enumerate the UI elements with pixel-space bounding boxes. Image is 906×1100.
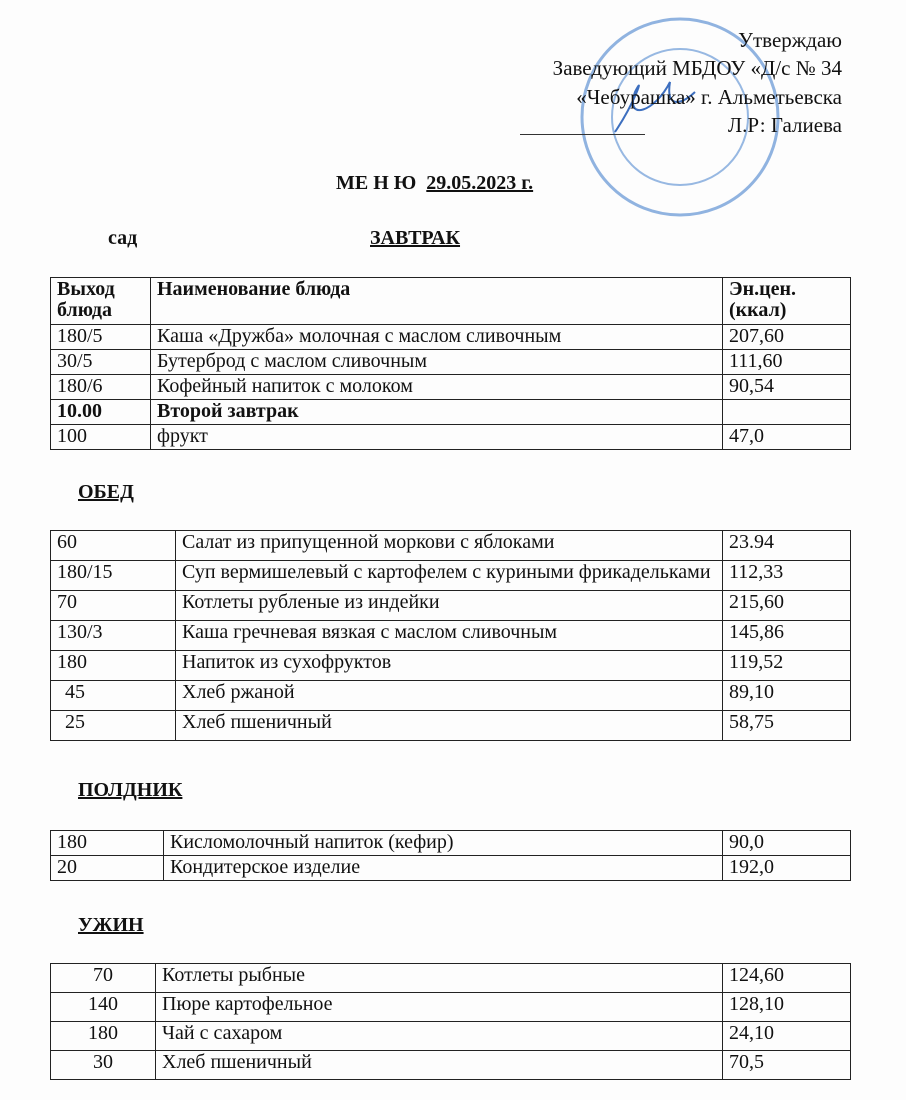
breakfast-heading: ЗАВТРАК [370, 227, 461, 249]
portion-cell: 100 [51, 425, 151, 450]
dish-name-cell: Второй завтрак [151, 400, 723, 425]
lunch-table [50, 530, 851, 741]
dish-name-cell: Хлеб пшеничный [176, 711, 723, 741]
portion-cell: 30/5 [51, 350, 151, 375]
dish-name-cell: Хлеб ржаной [176, 681, 723, 711]
approval-line-4: Л.Р: Галиева [727, 113, 842, 137]
signature-line [520, 134, 645, 135]
portion-cell: 45 [51, 681, 176, 711]
approval-line-3: «Чебурашка» г. Альметьевска [576, 85, 842, 109]
kcal-cell: 215,60 [723, 591, 851, 621]
dish-name-cell: Чай с сахаром [156, 1022, 723, 1051]
table-row [51, 325, 851, 350]
dish-name-cell: Салат из припущенной моркови с яблоками [176, 531, 723, 561]
portion-cell: 20 [51, 856, 164, 881]
portion-cell: 180 [51, 1022, 156, 1051]
portion-cell: 130/3 [51, 621, 176, 651]
kcal-cell: 24,10 [723, 1022, 851, 1051]
dish-name-cell: Кофейный напиток с молоком [151, 375, 723, 400]
kcal-cell [723, 400, 851, 425]
kcal-cell: 145,86 [723, 621, 851, 651]
table-row [51, 856, 851, 881]
page-title [336, 172, 533, 195]
table-row [51, 1022, 851, 1051]
dish-name-cell: Хлеб пшеничный [156, 1051, 723, 1080]
dinner-table [50, 963, 851, 1080]
dish-name-cell: Кисломолочный напиток (кефир) [164, 831, 723, 856]
table-row [51, 400, 851, 425]
snack-heading: ПОЛДНИК [78, 779, 183, 801]
table-row [51, 425, 851, 450]
breakfast-table [50, 277, 851, 450]
approval-line-1: Утверждаю [738, 28, 842, 52]
dish-name-cell: Кондитерское изделие [164, 856, 723, 881]
table-row [51, 651, 851, 681]
portion-cell: 180/6 [51, 375, 151, 400]
portion-cell: 180 [51, 831, 164, 856]
dish-name-cell: Каша «Дружба» молочная с маслом сливочным [151, 325, 723, 350]
kcal-cell: 47,0 [723, 425, 851, 450]
table-row [51, 531, 851, 561]
column-header: Эн.цен. (ккал) [723, 278, 851, 325]
kcal-cell: 124,60 [723, 964, 851, 993]
lunch-heading: ОБЕД [78, 481, 134, 503]
dinner-heading: УЖИН [78, 914, 144, 936]
kcal-cell: 207,60 [723, 325, 851, 350]
dish-name-cell: Котлеты рыбные [156, 964, 723, 993]
snack-table [50, 830, 851, 881]
kcal-cell: 112,33 [723, 561, 851, 591]
kcal-cell: 192,0 [723, 856, 851, 881]
table-row [51, 1051, 851, 1080]
kcal-cell: 111,60 [723, 350, 851, 375]
portion-cell: 60 [51, 531, 176, 561]
column-header: Наименование блюда [151, 278, 723, 325]
dish-name-cell: Суп вермишелевый с картофелем с куриными фрикадельками [176, 561, 723, 591]
table-row [51, 993, 851, 1022]
portion-cell: 180 [51, 651, 176, 681]
kcal-cell: 23.94 [723, 531, 851, 561]
portion-cell: 25 [51, 711, 176, 741]
table-header [51, 278, 851, 325]
table-row [51, 375, 851, 400]
dish-name-cell: фрукт [151, 425, 723, 450]
kcal-cell: 70,5 [723, 1051, 851, 1080]
table-row [51, 350, 851, 375]
portion-cell: 10.00 [51, 400, 151, 425]
table-row [51, 831, 851, 856]
dish-name-cell: Котлеты рубленые из индейки [176, 591, 723, 621]
table-row [51, 561, 851, 591]
table-row [51, 681, 851, 711]
menu-date: 29.05.2023 г. [426, 172, 534, 194]
table-row [51, 621, 851, 651]
approval-line-2: Заведующий МБДОУ «Д/с № 34 [552, 56, 842, 80]
portion-cell: 70 [51, 964, 156, 993]
portion-cell: 30 [51, 1051, 156, 1080]
table-row [51, 711, 851, 741]
portion-cell: 70 [51, 591, 176, 621]
title-prefix: МЕ Н Ю [336, 172, 417, 194]
kcal-cell: 58,75 [723, 711, 851, 741]
kcal-cell: 89,10 [723, 681, 851, 711]
table-row [51, 591, 851, 621]
kcal-cell: 90,54 [723, 375, 851, 400]
group-label: сад [108, 227, 138, 249]
column-header: Выход блюда [51, 278, 151, 325]
dish-name-cell: Напиток из сухофруктов [176, 651, 723, 681]
dish-name-cell: Бутерброд с маслом сливочным [151, 350, 723, 375]
portion-cell: 180/5 [51, 325, 151, 350]
portion-cell: 140 [51, 993, 156, 1022]
kcal-cell: 128,10 [723, 993, 851, 1022]
dish-name-cell: Каша гречневая вязкая с маслом сливочным [176, 621, 723, 651]
table-row [51, 964, 851, 993]
kcal-cell: 90,0 [723, 831, 851, 856]
dish-name-cell: Пюре картофельное [156, 993, 723, 1022]
kcal-cell: 119,52 [723, 651, 851, 681]
portion-cell: 180/15 [51, 561, 176, 591]
